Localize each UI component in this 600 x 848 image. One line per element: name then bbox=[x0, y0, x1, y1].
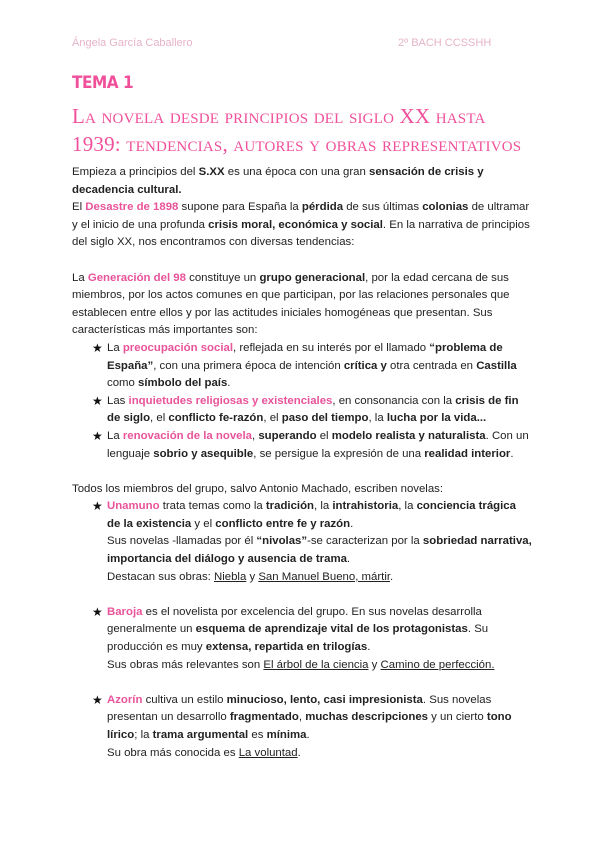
text: y bbox=[246, 570, 259, 583]
text-bold: crisis de fin de siglo bbox=[107, 394, 519, 425]
text: . bbox=[297, 746, 301, 759]
spacer bbox=[72, 252, 532, 270]
text-bold: tono lírico bbox=[107, 711, 512, 741]
text: Las bbox=[107, 394, 129, 407]
novelists-list bbox=[72, 498, 532, 762]
highlight-term: Generación del 98 bbox=[87, 271, 186, 284]
header-author: Ángela García Caballero bbox=[72, 37, 193, 49]
star-bullet-icon: ★ bbox=[92, 340, 103, 355]
work-title: Niebla bbox=[214, 570, 247, 583]
star-bullet-icon: ★ bbox=[92, 499, 103, 514]
text: de sus últimas bbox=[343, 201, 423, 214]
star-bullet-icon: ★ bbox=[92, 692, 103, 707]
text-bold: símbolo del país bbox=[138, 377, 228, 390]
highlight-term: Desastre de 1898 bbox=[85, 201, 179, 214]
text: cultiva un estilo bbox=[142, 693, 227, 706]
text: trata temas como la bbox=[159, 500, 266, 513]
document-subtitle: La novela desde principios del siglo XX hasta 1939: tendencias, autores y obras representativos bbox=[72, 104, 522, 156]
text-bold: esquema de aprendizaje vital de los protagonistas bbox=[195, 623, 468, 636]
text: . En la narrativa de principios del siglo XX, nos encontramos con diversas tendencias: bbox=[72, 218, 530, 249]
list-item-baroja bbox=[92, 604, 532, 674]
text-bold: “nivolas” bbox=[256, 535, 308, 548]
text: Destacan sus obras: bbox=[107, 570, 214, 583]
text: Empieza a principios del bbox=[72, 166, 199, 178]
star-bullet-icon: ★ bbox=[92, 393, 103, 408]
spacer bbox=[92, 586, 532, 604]
text-bold: tradición bbox=[265, 500, 314, 513]
document-body bbox=[72, 164, 532, 762]
text-bold: sobrio y asequible bbox=[153, 447, 254, 460]
text: Sus obras más relevantes son bbox=[107, 658, 264, 671]
text-bold: fragmentado bbox=[229, 711, 299, 724]
text-bold: sobriedad narrativa, importancia del diálogo y ausencia de trama bbox=[107, 535, 532, 566]
work-title: El árbol de la ciencia bbox=[263, 658, 369, 671]
text-bold: Castilla bbox=[476, 359, 517, 372]
author-name: Baroja bbox=[107, 605, 143, 618]
text-bold: minucioso, lento, casi impresionista bbox=[226, 693, 423, 706]
text-bold: conflicto fe-razón bbox=[168, 412, 264, 425]
g98-paragraph bbox=[72, 270, 532, 340]
text: constituye un bbox=[185, 271, 260, 284]
highlight-term: preocupación social bbox=[122, 341, 233, 354]
text: . bbox=[350, 517, 354, 530]
author-name: Azorín bbox=[107, 693, 143, 706]
list-item bbox=[92, 428, 532, 463]
text-bold: colonias bbox=[422, 201, 469, 214]
text: . bbox=[306, 729, 310, 741]
text: . bbox=[346, 553, 351, 566]
spacer bbox=[72, 463, 532, 481]
text: Su obra más conocida es bbox=[107, 746, 239, 759]
text: supone para España la bbox=[178, 201, 302, 214]
text: y bbox=[368, 658, 381, 671]
text: , bbox=[298, 711, 306, 724]
text: es una época con una gran bbox=[224, 166, 370, 178]
text: . bbox=[227, 377, 231, 390]
text: La bbox=[72, 271, 88, 284]
intro-paragraph-1 bbox=[72, 164, 532, 199]
text: -se caracterizan por la bbox=[307, 535, 423, 548]
text: otra centrada en bbox=[386, 359, 477, 372]
characteristics-list bbox=[72, 340, 532, 463]
text-bold: conflicto entre fe y razón bbox=[215, 517, 351, 530]
text-bold: superando bbox=[258, 429, 317, 442]
text: , la bbox=[314, 500, 333, 513]
text: es el novelista por excelencia del grupo. En sus novelas desarrolla generalmente un bbox=[107, 605, 482, 636]
text: , el bbox=[263, 412, 282, 425]
text: y un cierto bbox=[428, 711, 487, 724]
text: es bbox=[248, 729, 267, 741]
text: ; la bbox=[134, 729, 153, 741]
text: . Sus novelas presentan un desarrollo bbox=[107, 693, 492, 724]
work-title: La voluntad bbox=[238, 746, 298, 759]
text-bold: crítica y bbox=[343, 359, 387, 372]
text-bold: sensación de crisis y decadencia cultural. bbox=[72, 166, 484, 196]
text-bold: extensa, repartida en trilogías bbox=[205, 641, 368, 654]
text: de ultramar y el inicio de una profunda bbox=[72, 201, 530, 231]
text: . Con un lenguaje bbox=[107, 429, 529, 460]
highlight-term: inquietudes religiosas y existenciales bbox=[128, 394, 333, 407]
text-bold: muchas descripciones bbox=[305, 711, 429, 724]
text-bold: trama argumental bbox=[152, 729, 249, 741]
list-item bbox=[92, 340, 532, 393]
highlight-term: renovación de la novela bbox=[122, 429, 252, 442]
text: , el bbox=[150, 412, 169, 425]
text: La bbox=[107, 341, 123, 354]
text: . bbox=[367, 641, 371, 654]
work-title: San Manuel Bueno, mártir bbox=[258, 570, 391, 583]
text: . bbox=[510, 447, 514, 460]
author-name: Unamuno bbox=[107, 500, 160, 513]
text: La bbox=[107, 429, 123, 442]
list-item-azorin bbox=[92, 692, 532, 762]
text-bold: intrahistoria bbox=[332, 500, 399, 513]
text: , con una primera época de intención bbox=[153, 359, 344, 372]
text: , la bbox=[368, 412, 387, 425]
intro-paragraph-2 bbox=[72, 199, 532, 252]
tema-title: TEMA 1 bbox=[72, 73, 134, 93]
text-bold: paso del tiempo bbox=[281, 412, 369, 425]
text: el bbox=[316, 429, 332, 442]
text: Sus novelas -llamadas por él bbox=[107, 535, 257, 548]
text: . Su producción es muy bbox=[107, 623, 489, 654]
novelists-intro: Todos los miembros del grupo, salvo Antonio Machado, escriben novelas: bbox=[72, 482, 444, 495]
text: y el bbox=[191, 517, 216, 530]
list-item-unamuno bbox=[92, 498, 532, 586]
text-bold: mínima bbox=[266, 729, 307, 741]
text-bold: realidad interior bbox=[424, 447, 511, 460]
text-bold: conciencia trágica de la existencia bbox=[107, 500, 516, 530]
text: El bbox=[72, 201, 86, 214]
text: , reflejada en su interés por el llamado bbox=[233, 341, 430, 354]
text-bold: “problema de España” bbox=[107, 341, 503, 372]
text-bold: S.XX bbox=[198, 166, 225, 178]
list-item bbox=[92, 393, 532, 428]
text: como bbox=[107, 377, 139, 390]
text: , por la edad cercana de sus miembros, por los actos comunes en que participan, por las relaciones personales que establecen entre ellos y por las actitudes iniciales homogéneas que presentan. Sus características más importantes son: bbox=[72, 271, 510, 337]
star-bullet-icon: ★ bbox=[92, 428, 103, 443]
text: , en consonancia con la bbox=[332, 394, 456, 407]
text: , bbox=[251, 429, 259, 442]
text: . bbox=[390, 570, 394, 583]
text: , la bbox=[398, 500, 417, 513]
text-bold: pérdida bbox=[301, 201, 344, 214]
star-bullet-icon: ★ bbox=[92, 604, 103, 619]
text-bold: lucha por la vida... bbox=[386, 412, 487, 425]
text-bold: grupo generacional bbox=[259, 271, 366, 284]
header-course: 2º BACH CCSSHH bbox=[398, 37, 492, 49]
work-title: Camino de perfección. bbox=[380, 658, 495, 671]
text-bold: crisis moral, económica y social bbox=[208, 218, 383, 231]
spacer bbox=[92, 674, 532, 692]
text: , se persigue la expresión de una bbox=[253, 447, 425, 460]
text-bold: modelo realista y naturalista bbox=[331, 429, 486, 442]
